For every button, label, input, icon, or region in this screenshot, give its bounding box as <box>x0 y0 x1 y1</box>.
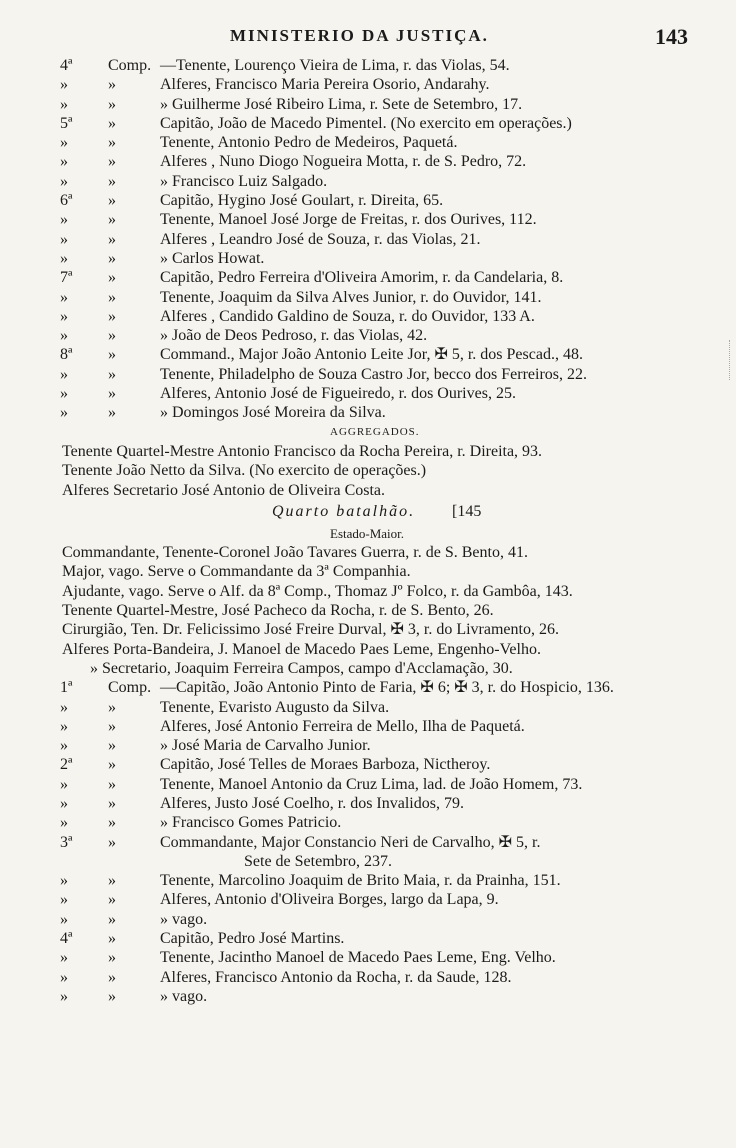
entry-text: Alferes Secretario José Antonio de Oliveira Costa. <box>62 481 386 499</box>
entry-text: Command., Major João Antonio Leite Jor, ✠ 5, r. dos Pescad., 48. <box>160 346 583 364</box>
company-label: » <box>108 307 116 325</box>
roster-line <box>0 326 736 345</box>
company-number: » <box>60 404 68 422</box>
entry-text: » João de Deos Pedroso, r. das Violas, 42. <box>160 327 428 345</box>
aggregados-heading: AGGREGADOS. <box>330 425 420 438</box>
entry-text: Sete de Setembro, 237. <box>244 852 392 870</box>
company-label: » <box>108 891 116 909</box>
roster-line <box>0 910 736 929</box>
company-label: » <box>108 249 116 267</box>
company-number: » <box>60 872 68 890</box>
estado-maior-line <box>0 620 736 639</box>
roster-line <box>0 288 736 307</box>
company-number: » <box>60 385 68 403</box>
roster-line <box>0 890 736 909</box>
estado-maior-row <box>0 524 736 543</box>
entry-text: » José Maria de Carvalho Junior. <box>160 737 371 755</box>
entry-text: » vago. <box>160 987 208 1005</box>
roster-line <box>0 871 736 890</box>
entry-text: Tenente, Joaquim da Silva Alves Junior, r. do Ouvidor, 141. <box>160 288 542 306</box>
roster-line <box>0 249 736 268</box>
company-number: 2ª <box>60 756 73 774</box>
company-number: » <box>60 968 68 986</box>
company-label: » <box>108 987 116 1005</box>
roster-line <box>0 929 736 948</box>
company-number: 3ª <box>60 833 73 851</box>
entry-text: Tenente, Marcolino Joaquim de Brito Maia, r. da Prainha, 151. <box>160 872 561 890</box>
entry-text: » Francisco Luiz Salgado. <box>160 172 328 190</box>
company-label: » <box>108 698 116 716</box>
company-label: » <box>108 968 116 986</box>
company-number: 6ª <box>60 192 73 210</box>
company-label: » <box>108 949 116 967</box>
bracket-number: [145 <box>452 502 482 520</box>
entry-text: Commandante, Tenente-Coronel João Tavares Guerra, r. de S. Bento, 41. <box>62 544 528 562</box>
company-number: » <box>60 230 68 248</box>
company-label: » <box>108 717 116 735</box>
roster-line <box>0 268 736 287</box>
company-number: » <box>60 365 68 383</box>
entry-text: Alferes , Nuno Diogo Nogueira Motta, r. de S. Pedro, 72. <box>160 153 527 171</box>
company-number: » <box>60 288 68 306</box>
entry-text: Tenente João Netto da Silva. (No exercito de operações.) <box>62 462 427 480</box>
company-number: » <box>60 172 68 190</box>
roster-line <box>0 75 736 94</box>
company-number: » <box>60 891 68 909</box>
entry-text: Alferes Porta-Bandeira, J. Manoel de Macedo Paes Leme, Engenho-Velho. <box>62 640 541 658</box>
entry-text: Alferes, Francisco Maria Pereira Osorio, Andarahy. <box>160 76 490 94</box>
roster-line <box>0 813 736 832</box>
company-label: » <box>108 930 116 948</box>
company-label: » <box>108 872 116 890</box>
entry-text: Alferes, Antonio d'Oliveira Borges, largo da Lapa, 9. <box>160 891 499 909</box>
quarto-heading-row <box>0 500 736 524</box>
estado-maior-line <box>0 562 736 581</box>
roster-line <box>0 365 736 384</box>
company-number: 8ª <box>60 346 73 364</box>
roster-line <box>0 152 736 171</box>
company-label: » <box>108 365 116 383</box>
entry-text: Capitão, João de Macedo Pimentel. (No exercito em operações.) <box>160 114 572 132</box>
roster-line <box>0 948 736 967</box>
company-label: » <box>108 404 116 422</box>
roster-line <box>0 210 736 229</box>
company-number: » <box>60 307 68 325</box>
company-label: Comp. <box>108 679 152 697</box>
company-label: » <box>108 172 116 190</box>
entry-text: Tenente, Jacintho Manoel de Macedo Paes Leme, Eng. Velho. <box>160 949 556 967</box>
company-number: 4ª <box>60 930 73 948</box>
entry-text: Alferes, Francisco Antonio da Rocha, r. da Saude, 128. <box>160 968 512 986</box>
entry-text: Cirurgião, Ten. Dr. Felicissimo José Freire Durval, ✠ 3, r. do Livramento, 26. <box>62 621 559 639</box>
roster-line <box>0 133 736 152</box>
estado-maior-line <box>0 640 736 659</box>
company-number: » <box>60 211 68 229</box>
company-label: Comp. <box>108 57 152 74</box>
roster-line <box>0 968 736 987</box>
entry-text: » Guilherme José Ribeiro Lima, r. Sete de Setembro, 17. <box>160 95 523 113</box>
company-number: » <box>60 987 68 1005</box>
roster-line <box>0 833 736 852</box>
page-edge-mark <box>729 340 732 380</box>
company-label: » <box>108 211 116 229</box>
roster-line <box>0 736 736 755</box>
company-number: » <box>60 949 68 967</box>
entry-text: Ajudante, vago. Serve o Alf. da 8ª Comp., Thomaz Jº Folco, r. da Gambôa, 143. <box>62 582 573 600</box>
company-number: » <box>60 814 68 832</box>
company-label: » <box>108 230 116 248</box>
company-number: » <box>60 698 68 716</box>
entry-text: » vago. <box>160 910 208 928</box>
entry-text: Tenente, Philadelpho de Souza Castro Jor, becco dos Ferreiros, 22. <box>160 365 588 383</box>
company-number: 7ª <box>60 269 73 287</box>
roster-line <box>0 987 736 1006</box>
entry-text: » Carlos Howat. <box>160 249 265 267</box>
company-label: » <box>108 737 116 755</box>
company-number: » <box>60 910 68 928</box>
company-number: » <box>60 134 68 152</box>
company-label: » <box>108 76 116 94</box>
entry-text: Capitão, Pedro Ferreira d'Oliveira Amorim, r. da Candelaria, 8. <box>160 269 564 287</box>
entry-text: Alferes , Candido Galdino de Souza, r. do Ouvidor, 133 A. <box>160 307 535 325</box>
estado-maior-line <box>0 582 736 601</box>
company-label: » <box>108 385 116 403</box>
roster-line <box>0 698 736 717</box>
page-header <box>0 26 736 50</box>
company-label: » <box>108 153 116 171</box>
company-number: » <box>60 249 68 267</box>
entry-text: Capitão, Pedro José Martins. <box>160 930 345 948</box>
subsection-heading: Estado-Maior. <box>330 525 405 541</box>
entry-text: Commandante, Major Constancio Neri de Carvalho, ✠ 5, r. <box>160 833 541 851</box>
entry-text: » Secretario, Joaquim Ferreira Campos, campo d'Acclamação, 30. <box>90 659 513 677</box>
section-heading: Quarto batalhão. <box>272 502 416 520</box>
secretario-line <box>0 659 736 678</box>
aggregados-line <box>0 461 736 480</box>
roster-line <box>0 384 736 403</box>
entry-text: Tenente Quartel-Mestre Antonio Francisco da Rocha Pereira, r. Direita, 93. <box>62 442 543 460</box>
company-number: » <box>60 76 68 94</box>
roster-line <box>0 307 736 326</box>
aggregados-line <box>0 442 736 461</box>
company-number: » <box>60 737 68 755</box>
roster-line <box>0 852 736 871</box>
estado-maior-line <box>0 601 736 620</box>
roster-line <box>0 56 736 75</box>
company-label: » <box>108 346 116 364</box>
company-number: 1ª <box>60 679 73 697</box>
estado-maior-line <box>0 543 736 562</box>
entry-text: Tenente, Antonio Pedro de Medeiros, Paquetá. <box>160 134 458 152</box>
entry-text: Tenente, Evaristo Augusto da Silva. <box>160 698 390 716</box>
roster-line <box>0 678 736 697</box>
entry-text: Tenente Quartel-Mestre, José Pacheco da Rocha, r. de S. Bento, 26. <box>62 602 494 620</box>
entry-text: Alferes, Justo José Coelho, r. dos Invalidos, 79. <box>160 794 464 812</box>
entry-text: Capitão, Hygino José Goulart, r. Direita, 65. <box>160 192 444 210</box>
entry-text: Alferes , Leandro José de Souza, r. das Violas, 21. <box>160 230 481 248</box>
aggregados-heading-row <box>0 423 736 442</box>
entry-text: —Tenente, Lourenço Vieira de Lima, r. das Violas, 54. <box>160 57 510 74</box>
roster-line <box>0 191 736 210</box>
roster-line <box>0 345 736 364</box>
company-label: » <box>108 95 116 113</box>
entry-text: Capitão, José Telles de Moraes Barboza, Nictheroy. <box>160 756 491 774</box>
company-label: » <box>108 134 116 152</box>
company-label: » <box>108 269 116 287</box>
company-label: » <box>108 794 116 812</box>
company-number: 4ª <box>60 57 73 74</box>
company-number: » <box>60 95 68 113</box>
roster-line <box>0 230 736 249</box>
company-label: » <box>108 288 116 306</box>
entry-text: » Domingos José Moreira da Silva. <box>160 404 386 422</box>
roster-line <box>0 403 736 422</box>
company-number: 5ª <box>60 114 73 132</box>
roster-line <box>0 755 736 774</box>
aggregados-line <box>0 481 736 500</box>
entry-text: Tenente, Manoel Antonio da Cruz Lima, lad. de João Homem, 73. <box>160 775 583 793</box>
roster-line <box>0 717 736 736</box>
roster-line <box>0 794 736 813</box>
entry-text: Tenente, Manoel José Jorge de Freitas, r. dos Ourives, 112. <box>160 211 537 229</box>
company-label: » <box>108 192 116 210</box>
company-label: » <box>108 833 116 851</box>
company-number: » <box>60 153 68 171</box>
company-number: » <box>60 717 68 735</box>
company-label: » <box>108 910 116 928</box>
entry-text: —Capitão, João Antonio Pinto de Faria, ✠ 6; ✠ 3, r. do Hospicio, 136. <box>160 679 614 697</box>
company-label: » <box>108 327 116 345</box>
company-number: » <box>60 327 68 345</box>
entry-text: Alferes, José Antonio Ferreira de Mello, Ilha de Paquetá. <box>160 717 525 735</box>
company-label: » <box>108 814 116 832</box>
company-label: » <box>108 775 116 793</box>
company-number: » <box>60 794 68 812</box>
entry-text: Major, vago. Serve o Commandante da 3ª Companhia. <box>62 563 411 581</box>
roster-line <box>0 95 736 114</box>
company-number: » <box>60 775 68 793</box>
roster-line <box>0 172 736 191</box>
entry-text: » Francisco Gomes Patricio. <box>160 814 342 832</box>
page-title: MINISTERIO DA JUSTIÇA. <box>230 26 489 45</box>
roster-line <box>0 775 736 794</box>
entry-text: Alferes, Antonio José de Figueiredo, r. dos Ourives, 25. <box>160 385 516 403</box>
company-label: » <box>108 756 116 774</box>
roster-line <box>0 114 736 133</box>
company-label: » <box>108 114 116 132</box>
page-number: 143 <box>655 24 688 49</box>
roster-text <box>0 56 736 1006</box>
